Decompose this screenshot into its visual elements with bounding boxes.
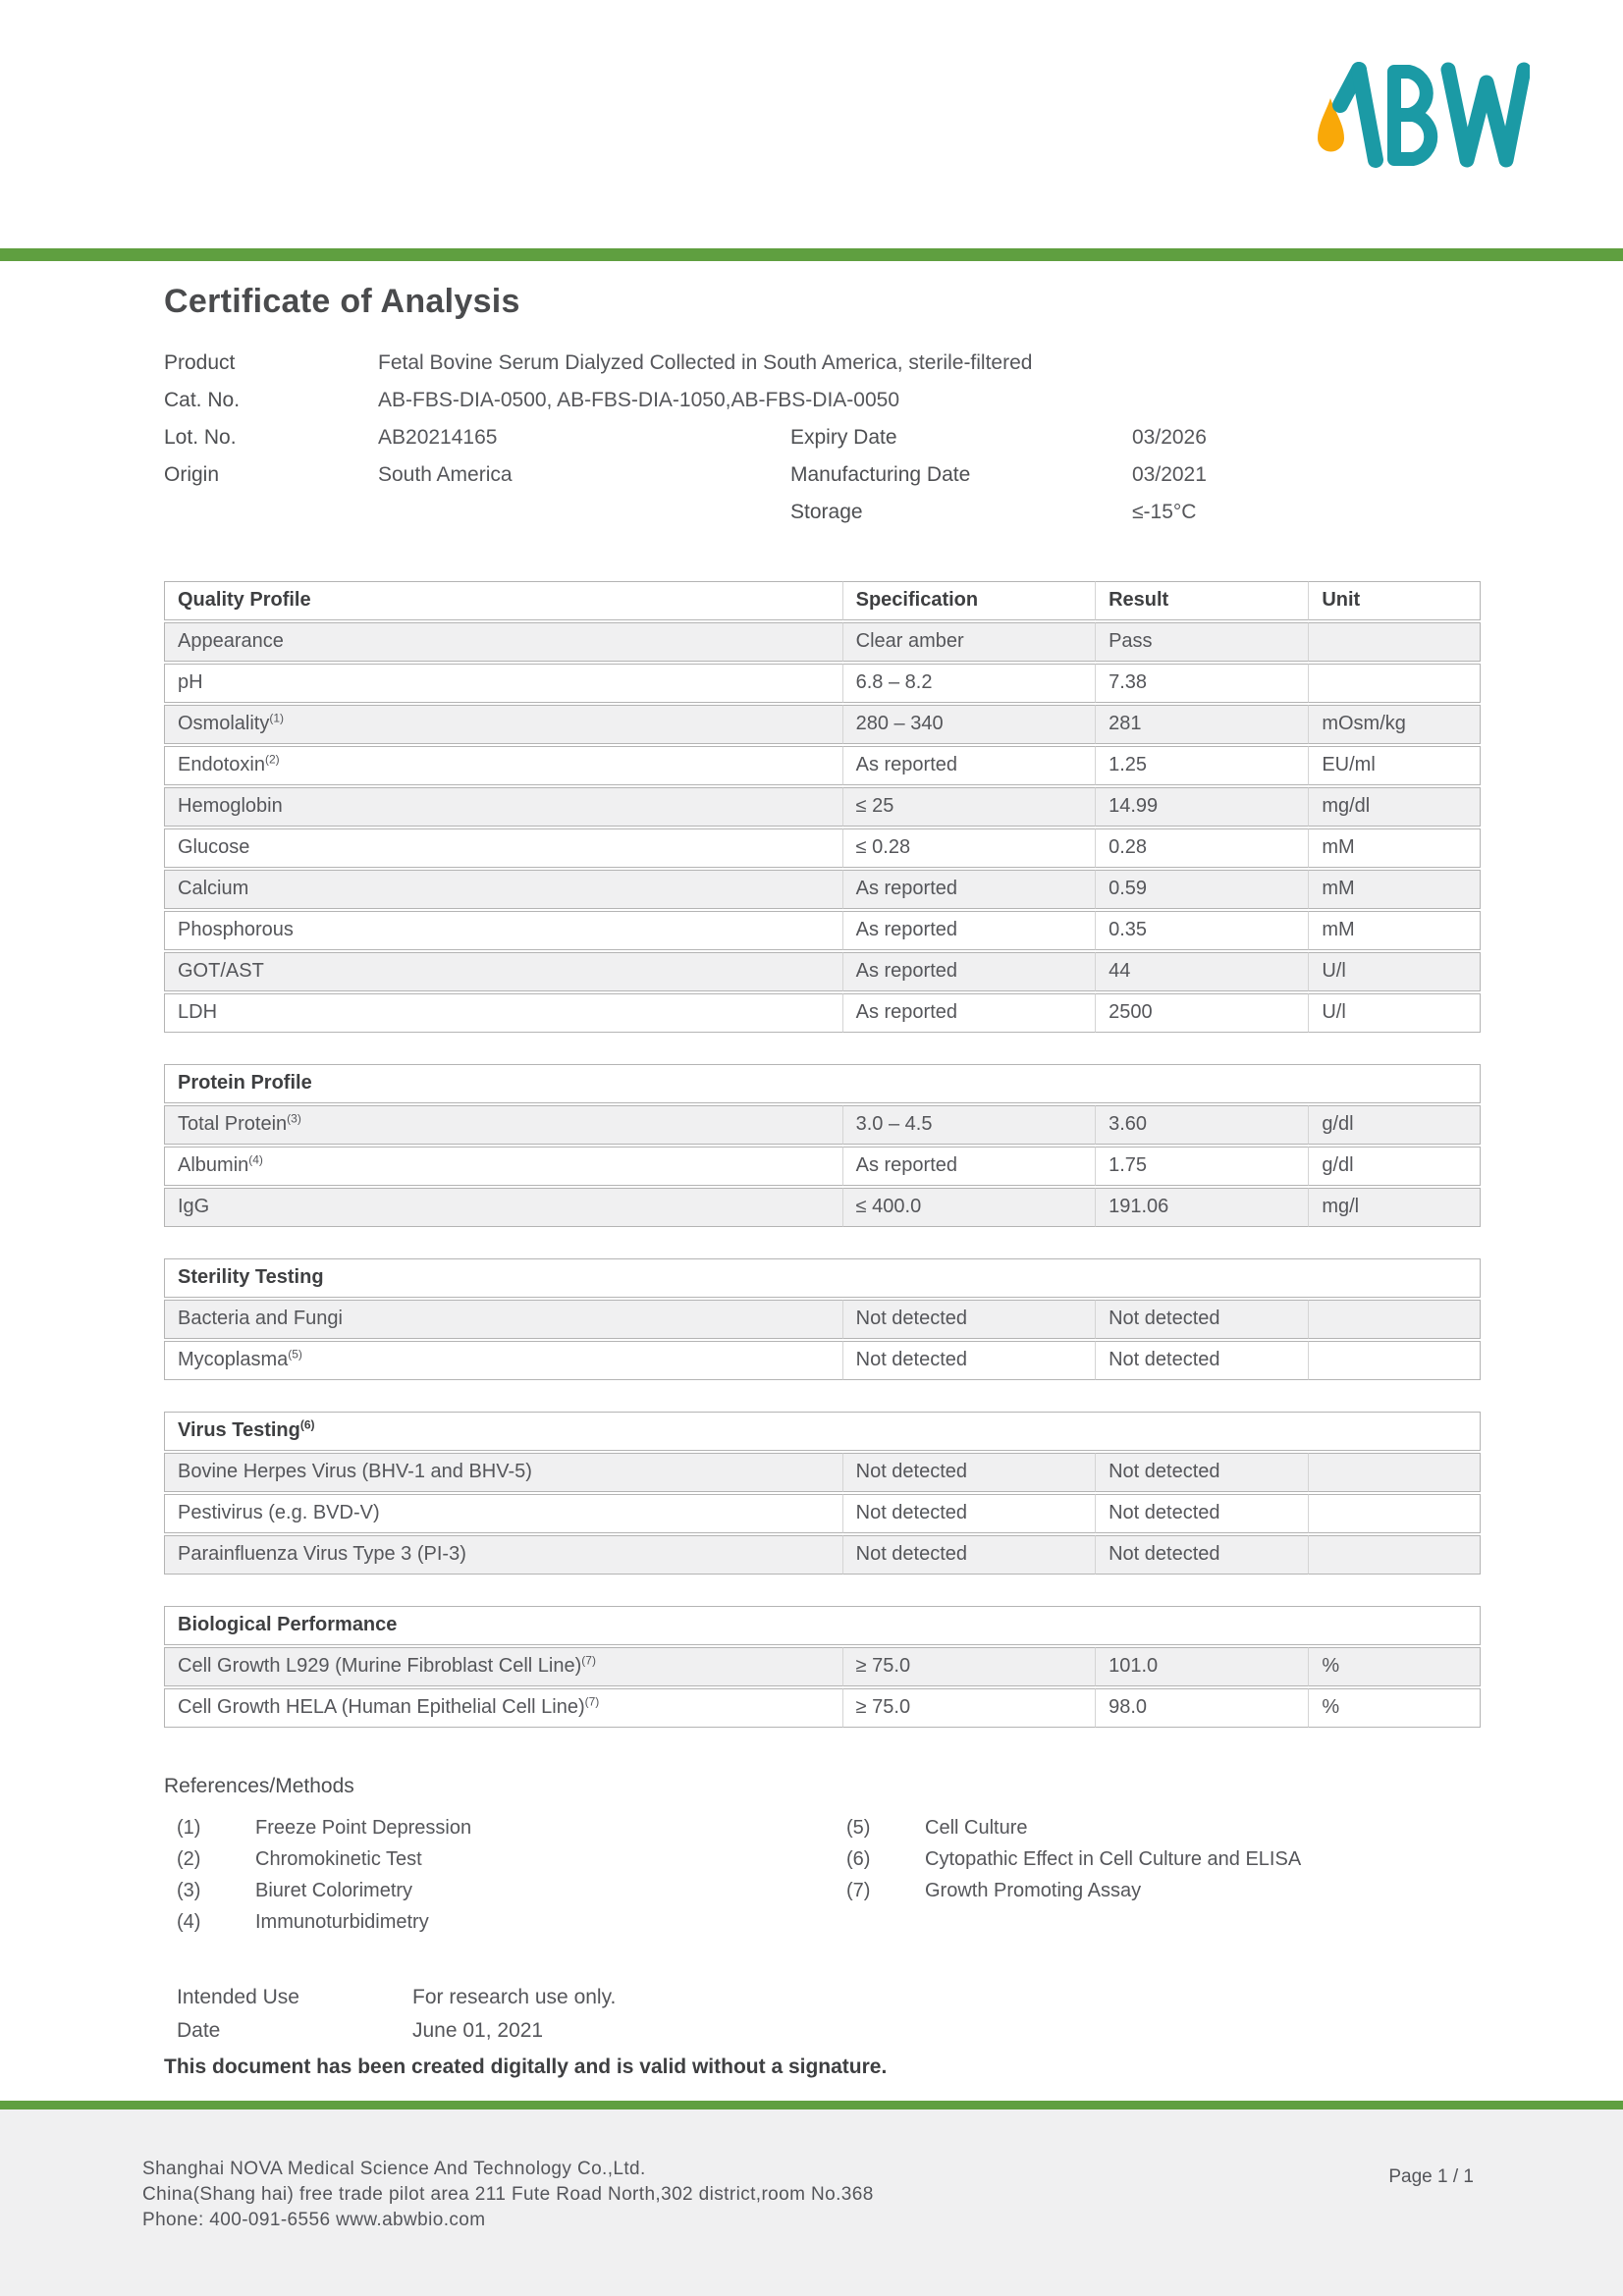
- cell-unit: [1308, 1535, 1481, 1575]
- coa-table: [164, 1410, 1481, 1576]
- parameter-text: Cell Growth L929 (Murine Fibroblast Cell Line): [178, 1655, 582, 1677]
- info-value: Fetal Bovine Serum Dialyzed Collected in South America, sterile-filtered: [378, 351, 1033, 374]
- reference-text: Immunoturbidimetry: [255, 1911, 429, 1933]
- references-list: [164, 1818, 1481, 1944]
- page-footer: [0, 2101, 1623, 2296]
- cell-result: 1.75: [1095, 1147, 1308, 1186]
- parameter-superscript: (2): [264, 752, 280, 767]
- cell-parameter: [164, 952, 842, 991]
- cell-parameter: [164, 993, 842, 1033]
- date-row: [177, 2018, 1481, 2043]
- parameter-superscript: (5): [288, 1347, 302, 1362]
- cell-result: 281: [1095, 705, 1308, 744]
- references-column: [177, 1818, 846, 1944]
- abw-logo: [1314, 57, 1530, 174]
- cell-result: 98.0: [1095, 1688, 1308, 1728]
- cell-specification: 280 – 340: [842, 705, 1095, 744]
- cell-parameter: [164, 1535, 842, 1575]
- table-row: [164, 993, 1481, 1033]
- cell-unit: [1308, 664, 1481, 703]
- table-header-row: [164, 1606, 1481, 1645]
- table-header-row: [164, 1258, 1481, 1298]
- company-info: [142, 2157, 874, 2233]
- cell-unit: EU/ml: [1308, 746, 1481, 785]
- table-row: [164, 1188, 1481, 1227]
- section-title: [164, 1412, 1481, 1451]
- cell-specification: Not detected: [842, 1494, 1095, 1533]
- reference-number: (3): [177, 1880, 201, 1901]
- cell-unit: g/dl: [1308, 1105, 1481, 1145]
- cell-specification: Clear amber: [842, 622, 1095, 662]
- cell-specification: 6.8 – 8.2: [842, 664, 1095, 703]
- cell-result: 3.60: [1095, 1105, 1308, 1145]
- info-label: Cat. No.: [164, 389, 241, 411]
- parameter-text: GOT/AST: [178, 960, 264, 982]
- section-title: [164, 1606, 1481, 1645]
- cell-result: Pass: [1095, 622, 1308, 662]
- cell-specification: ≥ 75.0: [842, 1688, 1095, 1728]
- cell-specification: ≤ 0.28: [842, 828, 1095, 868]
- cell-result: Not detected: [1095, 1535, 1308, 1575]
- cell-unit: [1308, 1494, 1481, 1533]
- table-row: [164, 1535, 1481, 1575]
- cell-result: Not detected: [1095, 1494, 1308, 1533]
- results-tables: [164, 579, 1481, 1730]
- table-row: [164, 911, 1481, 950]
- table-row: [164, 705, 1481, 744]
- cell-unit: U/l: [1308, 952, 1481, 991]
- section-title: [164, 1064, 1481, 1103]
- reference-text: Chromokinetic Test: [255, 1848, 422, 1870]
- cell-parameter: [164, 1494, 842, 1533]
- cell-parameter: [164, 1300, 842, 1339]
- table-row: [164, 952, 1481, 991]
- cell-result: 101.0: [1095, 1647, 1308, 1686]
- info-value: ≤-15°C: [1132, 501, 1197, 523]
- parameter-text: Bovine Herpes Virus (BHV-1 and BHV-5): [178, 1461, 532, 1482]
- reference-number: (5): [846, 1817, 871, 1839]
- cell-unit: mM: [1308, 911, 1481, 950]
- info-label: [164, 500, 378, 524]
- cell-unit: %: [1308, 1688, 1481, 1728]
- section-title-text: Virus Testing: [178, 1419, 300, 1441]
- cell-parameter: [164, 1341, 842, 1380]
- abw-logo-graphic: [1314, 57, 1530, 169]
- table-row: [164, 1341, 1481, 1380]
- intended-use-value: For research use only.: [412, 1986, 617, 2008]
- coa-table: [164, 579, 1481, 1035]
- parameter-text: Bacteria and Fungi: [178, 1308, 343, 1329]
- info-label: Storage: [790, 501, 863, 523]
- cell-unit: mg/dl: [1308, 787, 1481, 827]
- cell-result: 0.28: [1095, 828, 1308, 868]
- cell-specification: Not detected: [842, 1341, 1095, 1380]
- references-section: [164, 1775, 1481, 1944]
- cell-specification: As reported: [842, 870, 1095, 909]
- cell-unit: [1308, 1300, 1481, 1339]
- reference-text: Growth Promoting Assay: [925, 1880, 1142, 1901]
- cell-parameter: [164, 1647, 842, 1686]
- date-label: Date: [177, 2019, 221, 2042]
- cell-parameter: [164, 1688, 842, 1728]
- info-label: Manufacturing Date: [790, 463, 971, 486]
- cell-parameter: [164, 622, 842, 662]
- cell-specification: As reported: [842, 1147, 1095, 1186]
- footer-divider-bar: [0, 2101, 1623, 2109]
- cell-unit: mOsm/kg: [1308, 705, 1481, 744]
- table-header-row: [164, 581, 1481, 620]
- cell-unit: %: [1308, 1647, 1481, 1686]
- info-value: 03/2021: [1132, 463, 1207, 486]
- digital-validity-note: This document has been created digitally and is valid without a signature.: [164, 2056, 888, 2078]
- reference-text: Freeze Point Depression: [255, 1817, 472, 1839]
- cell-unit: mM: [1308, 870, 1481, 909]
- cell-specification: Not detected: [842, 1535, 1095, 1575]
- coa-table: [164, 1604, 1481, 1730]
- cell-specification: As reported: [842, 952, 1095, 991]
- parameter-text: Total Protein: [178, 1113, 288, 1135]
- info-value: AB20214165: [378, 426, 498, 449]
- reference-number: (7): [846, 1880, 871, 1901]
- parameter-superscript: (4): [248, 1152, 263, 1167]
- abw-letters: [1340, 70, 1524, 160]
- product-info-block: [164, 350, 1481, 524]
- parameter-text: Endotoxin: [178, 754, 265, 775]
- reference-item: [846, 1849, 1481, 1870]
- cell-parameter: [164, 1105, 842, 1145]
- info-value: AB-FBS-DIA-0500, AB-FBS-DIA-1050,AB-FBS-DIA-0050: [378, 389, 900, 411]
- cell-result: 0.59: [1095, 870, 1308, 909]
- coa-table: [164, 1256, 1481, 1382]
- cell-unit: mg/l: [1308, 1188, 1481, 1227]
- parameter-text: LDH: [178, 1001, 218, 1023]
- cell-unit: [1308, 1341, 1481, 1380]
- reference-text: Cytopathic Effect in Cell Culture and ELISA: [925, 1848, 1302, 1870]
- column-header: Specification: [842, 581, 1095, 620]
- references-heading: References/Methods: [164, 1775, 354, 1797]
- cell-result: 7.38: [1095, 664, 1308, 703]
- reference-item: [177, 1818, 846, 1839]
- parameter-text: Hemoglobin: [178, 795, 283, 817]
- parameter-text: Calcium: [178, 878, 249, 899]
- cell-specification: As reported: [842, 993, 1095, 1033]
- reference-item: [177, 1849, 846, 1870]
- cell-unit: mM: [1308, 828, 1481, 868]
- intended-use-label: Intended Use: [177, 1986, 299, 2008]
- cell-unit: U/l: [1308, 993, 1481, 1033]
- info-label: Origin: [164, 463, 220, 486]
- table-row: [164, 1453, 1481, 1492]
- reference-item: [177, 1881, 846, 1901]
- cell-parameter: [164, 870, 842, 909]
- cell-result: Not detected: [1095, 1300, 1308, 1339]
- cell-specification: 3.0 – 4.5: [842, 1105, 1095, 1145]
- reference-item: [177, 1912, 846, 1933]
- cell-specification: As reported: [842, 911, 1095, 950]
- parameter-superscript: (7): [581, 1653, 596, 1668]
- company-name: Shanghai NOVA Medical Science And Technology Co.,Ltd.: [142, 2159, 646, 2179]
- table-header-row: [164, 1064, 1481, 1103]
- company-phone: Phone: 400-091-6556 www.abwbio.com: [142, 2210, 486, 2230]
- reference-text: Biuret Colorimetry: [255, 1880, 413, 1901]
- table-row: [164, 828, 1481, 868]
- cell-unit: g/dl: [1308, 1147, 1481, 1186]
- table-row: [164, 1105, 1481, 1145]
- table-row: [164, 746, 1481, 785]
- usage-section: [164, 1985, 1481, 2079]
- parameter-text: Osmolality: [178, 713, 270, 734]
- cell-parameter: [164, 705, 842, 744]
- header-divider-bar: [0, 248, 1623, 261]
- info-label: Lot. No.: [164, 426, 237, 449]
- table-row: [164, 1494, 1481, 1533]
- cell-specification: ≤ 400.0: [842, 1188, 1095, 1227]
- table-row: [164, 1147, 1481, 1186]
- reference-text: Cell Culture: [925, 1817, 1028, 1839]
- cell-parameter: [164, 746, 842, 785]
- cell-result: 44: [1095, 952, 1308, 991]
- cell-result: 0.35: [1095, 911, 1308, 950]
- cell-parameter: [164, 1188, 842, 1227]
- parameter-text: Phosphorous: [178, 919, 294, 940]
- page-title: Certificate of Analysis: [164, 283, 520, 320]
- cell-specification: ≥ 75.0: [842, 1647, 1095, 1686]
- parameter-text: Mycoplasma: [178, 1349, 289, 1370]
- cell-unit: [1308, 1453, 1481, 1492]
- info-value: 03/2026: [1132, 426, 1207, 449]
- table-row: [164, 1647, 1481, 1686]
- cell-specification: Not detected: [842, 1453, 1095, 1492]
- column-header: Unit: [1308, 581, 1481, 620]
- table-row: [164, 664, 1481, 703]
- coa-table: [164, 1062, 1481, 1229]
- company-address: China(Shang hai) free trade pilot area 211 Fute Road North,302 district,room No.368: [142, 2184, 874, 2205]
- section-title-text: Biological Performance: [178, 1614, 398, 1635]
- column-header: Quality Profile: [164, 581, 842, 620]
- section-title-text: Protein Profile: [178, 1072, 312, 1094]
- table-row: [164, 870, 1481, 909]
- parameter-text: IgG: [178, 1196, 210, 1217]
- cell-parameter: [164, 664, 842, 703]
- cell-result: 2500: [1095, 993, 1308, 1033]
- cell-parameter: [164, 787, 842, 827]
- cell-specification: Not detected: [842, 1300, 1095, 1339]
- reference-number: (4): [177, 1911, 201, 1933]
- info-label: Product: [164, 351, 236, 374]
- parameter-superscript: (1): [269, 711, 285, 725]
- document-body: [164, 283, 1481, 2079]
- column-header: Result: [1095, 581, 1308, 620]
- parameter-superscript: (7): [584, 1694, 600, 1709]
- section-title-superscript: (6): [299, 1417, 315, 1432]
- info-value: [378, 500, 790, 524]
- reference-number: (2): [177, 1848, 201, 1870]
- cell-specification: ≤ 25: [842, 787, 1095, 827]
- info-value: South America: [378, 463, 513, 486]
- cell-result: 191.06: [1095, 1188, 1308, 1227]
- section-title-text: Sterility Testing: [178, 1266, 324, 1288]
- table-row: [164, 1688, 1481, 1728]
- parameter-text: Cell Growth HELA (Human Epithelial Cell Line): [178, 1696, 585, 1718]
- table-row: [164, 1300, 1481, 1339]
- cell-parameter: [164, 1147, 842, 1186]
- cell-parameter: [164, 911, 842, 950]
- references-column: [846, 1818, 1481, 1944]
- info-label: Expiry Date: [790, 426, 897, 449]
- reference-number: (6): [846, 1848, 871, 1870]
- date-value: June 01, 2021: [412, 2019, 544, 2042]
- cell-result: Not detected: [1095, 1453, 1308, 1492]
- parameter-text: pH: [178, 671, 203, 693]
- reference-item: [846, 1818, 1481, 1839]
- cell-specification: As reported: [842, 746, 1095, 785]
- section-title: [164, 1258, 1481, 1298]
- parameter-superscript: (3): [287, 1111, 301, 1126]
- table-row: [164, 787, 1481, 827]
- table-header-row: [164, 1412, 1481, 1451]
- parameter-text: Albumin: [178, 1154, 249, 1176]
- parameter-text: Glucose: [178, 836, 250, 858]
- footer-area: [0, 2109, 1623, 2296]
- cell-parameter: [164, 1453, 842, 1492]
- cell-parameter: [164, 828, 842, 868]
- intended-use-row: [177, 1985, 1481, 2009]
- reference-number: (1): [177, 1817, 201, 1839]
- reference-item: [846, 1881, 1481, 1901]
- page-number: Page 1 / 1: [1388, 2166, 1474, 2187]
- table-row: [164, 622, 1481, 662]
- cell-result: 1.25: [1095, 746, 1308, 785]
- parameter-text: Pestivirus (e.g. BVD-V): [178, 1502, 380, 1523]
- cell-result: 14.99: [1095, 787, 1308, 827]
- cell-unit: [1308, 622, 1481, 662]
- parameter-text: Parainfluenza Virus Type 3 (PI-3): [178, 1543, 466, 1565]
- cell-result: Not detected: [1095, 1341, 1308, 1380]
- parameter-text: Appearance: [178, 630, 284, 652]
